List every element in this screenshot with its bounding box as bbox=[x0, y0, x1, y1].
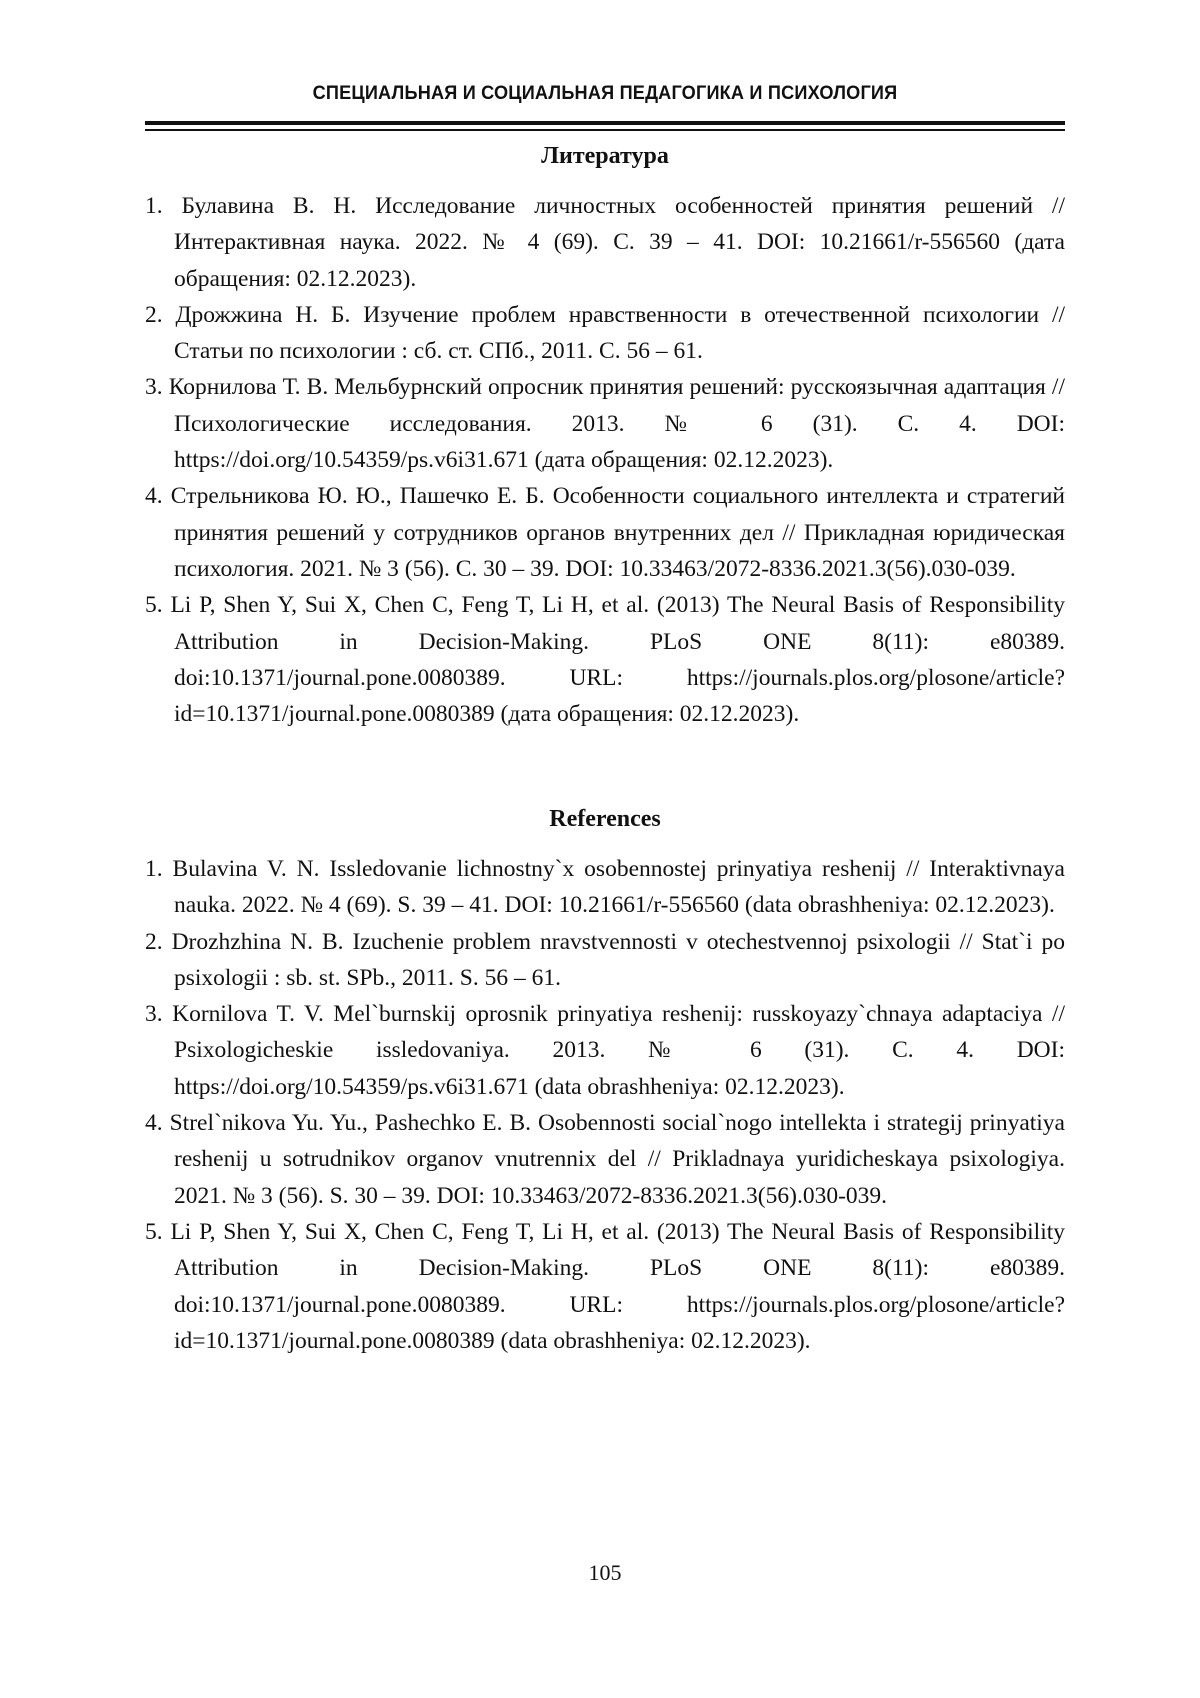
references-heading: References bbox=[145, 806, 1065, 833]
literature-item-4: 4. Стрельникова Ю. Ю., Пашечко Е. Б. Особенности социального интеллекта и стратегий принятия решений у сотрудников органов внутренних дел // Прикладная юридическая психология. 2021. № 3 (56). С. 30 – 39. DOI: 10.33463/2072-8336.2021.3(56).030-039. bbox=[145, 478, 1065, 587]
document-page bbox=[0, 0, 1200, 1698]
reference-item-2: 2. Drozhzhina N. B. Izuchenie problem nravstvennosti v otechestvennoj psixologii // Stat`i po psixologii : sb. st. SPb., 2011. S. 56 – 61. bbox=[145, 924, 1065, 997]
literature-item-5: 5. Li P, Shen Y, Sui X, Chen C, Feng T, Li H, et al. (2013) The Neural Basis of Responsibility Attribution in Decision-Making. PLoS ONE 8(11): e80389. doi:10.1371/journal.pone.0080389. URL: https://journals.plos.org/plosone/article?id=10.1371/journal.pone.0080389 (дата обращения: 02.12.2023). bbox=[145, 587, 1065, 732]
header-rule-thin bbox=[145, 129, 1065, 131]
reference-item-1: 1. Bulavina V. N. Issledovanie lichnostny`x osobennostej prinyatiya reshenij // Interaktivnaya nauka. 2022. № 4 (69). S. 39 – 41. DOI: 10.21661/r-556560 (data obrashheniya: 02.12.2023). bbox=[145, 851, 1065, 924]
page-number: 105 bbox=[145, 1560, 1065, 1586]
literature-list bbox=[145, 188, 1065, 732]
running-header: СПЕЦИАЛЬНАЯ И СОЦИАЛЬНАЯ ПЕДАГОГИКА И ПСИХОЛОГИЯ bbox=[177, 82, 1033, 105]
references-list bbox=[145, 851, 1065, 1359]
reference-item-5: 5. Li P, Shen Y, Sui X, Chen C, Feng T, Li H, et al. (2013) The Neural Basis of Responsibility Attribution in Decision-Making. PLoS ONE 8(11): e80389. doi:10.1371/journal.pone.0080389. URL: https://journals.plos.org/plosone/article?id=10.1371/journal.pone.0080389 (data obrashheniya: 02.12.2023). bbox=[145, 1214, 1065, 1359]
literature-item-1: 1. Булавина В. Н. Исследование личностных особенностей принятия решений // Интерактивная наука. 2022. № 4 (69). С. 39 – 41. DOI: 10.21661/r-556560 (дата обращения: 02.12.2023). bbox=[145, 188, 1065, 297]
reference-item-4: 4. Strel`nikova Yu. Yu., Pashechko E. B. Osobennosti social`nogo intellekta i strategij prinyatiya reshenij u sotrudnikov organov vnutrennix del // Prikladnaya yuridicheskaya psixologiya. 2021. № 3 (56). S. 30 – 39. DOI: 10.33463/2072-8336.2021.3(56).030-039. bbox=[145, 1105, 1065, 1214]
literature-item-3: 3. Корнилова Т. В. Мельбурнский опросник принятия решений: русскоязычная адаптация // Психологические исследования. 2013. № 6 (31). С. 4. DOI: https://doi.org/10.54359/ps.v6i31.671 (дата обращения: 02.12.2023). bbox=[145, 369, 1065, 478]
literature-item-2: 2. Дрожжина Н. Б. Изучение проблем нравственности в отечественной психологии // Статьи по психологии : сб. ст. СПб., 2011. С. 56 – 61. bbox=[145, 297, 1065, 370]
reference-item-3: 3. Kornilova T. V. Mel`burnskij oprosnik prinyatiya reshenij: russkoyazy`chnaya adaptaciya // Psixologicheskie issledovaniya. 2013. № 6 (31). C. 4. DOI: https://doi.org/10.54359/ps.v6i31.671 (data obrashheniya: 02.12.2023). bbox=[145, 996, 1065, 1105]
header-rule-thick bbox=[145, 121, 1065, 125]
literature-heading: Литература bbox=[145, 143, 1065, 170]
